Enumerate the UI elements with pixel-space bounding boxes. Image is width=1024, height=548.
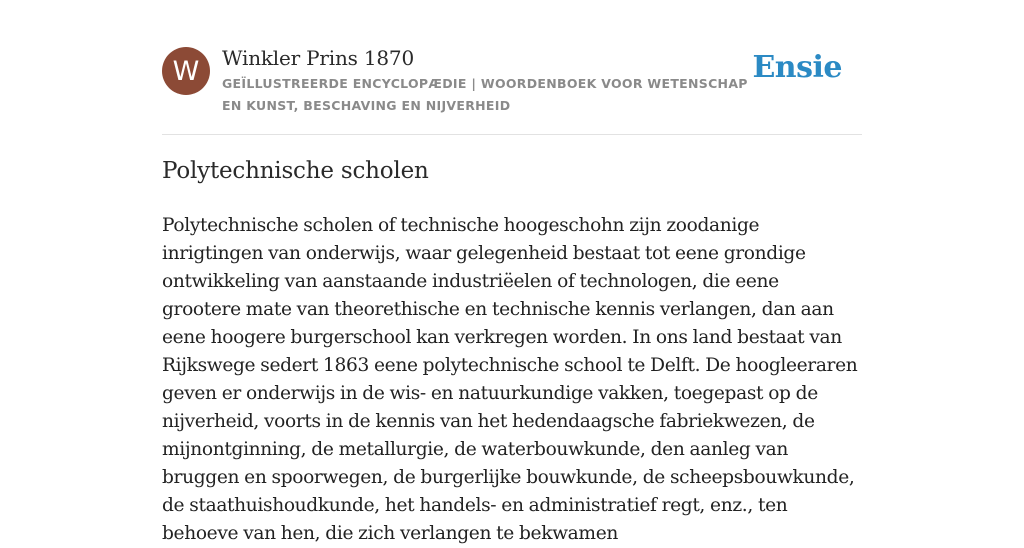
entry-body: Polytechnische scholen of technische hoogeschohn zijn zoodanige inrigtingen van onderwijs, waar gelegenheid bestaat tot eene grondige ontwikkeling van aanstaande industriëelen of technologen, die eene grootere mate van theorethische en technische kennis verlangen, dan aan eene hoogere burgerschool kan verkregen worden. In ons land bestaat van Rijkswege sedert 1863 eene polytechnische school te Delft. De hoogleeraren geven er onderwijs in de wis- en natuurkundige vakken, toegepast op de nijverheid, voorts in de kennis van het hedendaagsche fabriekwezen, de mijnontginning, de metallurgie, de waterbouwkunde, den aanleg van bruggen en spoorwegen, de burgerlijke bouwkunde, de scheepsbouwkunde, de staathuishoudkunde, het handels- en administratief regt, enz., ten behoeve van hen, die zich verlangen te bekwamen <box>162 215 858 544</box>
source-title[interactable]: Winkler Prins 1870 <box>222 46 414 70</box>
source-header <box>162 0 862 135</box>
avatar[interactable]: W <box>162 47 210 95</box>
entry-card <box>162 0 862 544</box>
brand-logo[interactable]: Ensie <box>752 50 842 85</box>
source-subtitle: GEÏLLUSTREERDE ENCYCLOPÆDIE | WOORDENBOEK VOOR WETENSCHAP EN KUNST, BESCHAVING EN NIJVERHEID <box>222 76 748 113</box>
entry-title: Polytechnische scholen <box>162 158 429 184</box>
